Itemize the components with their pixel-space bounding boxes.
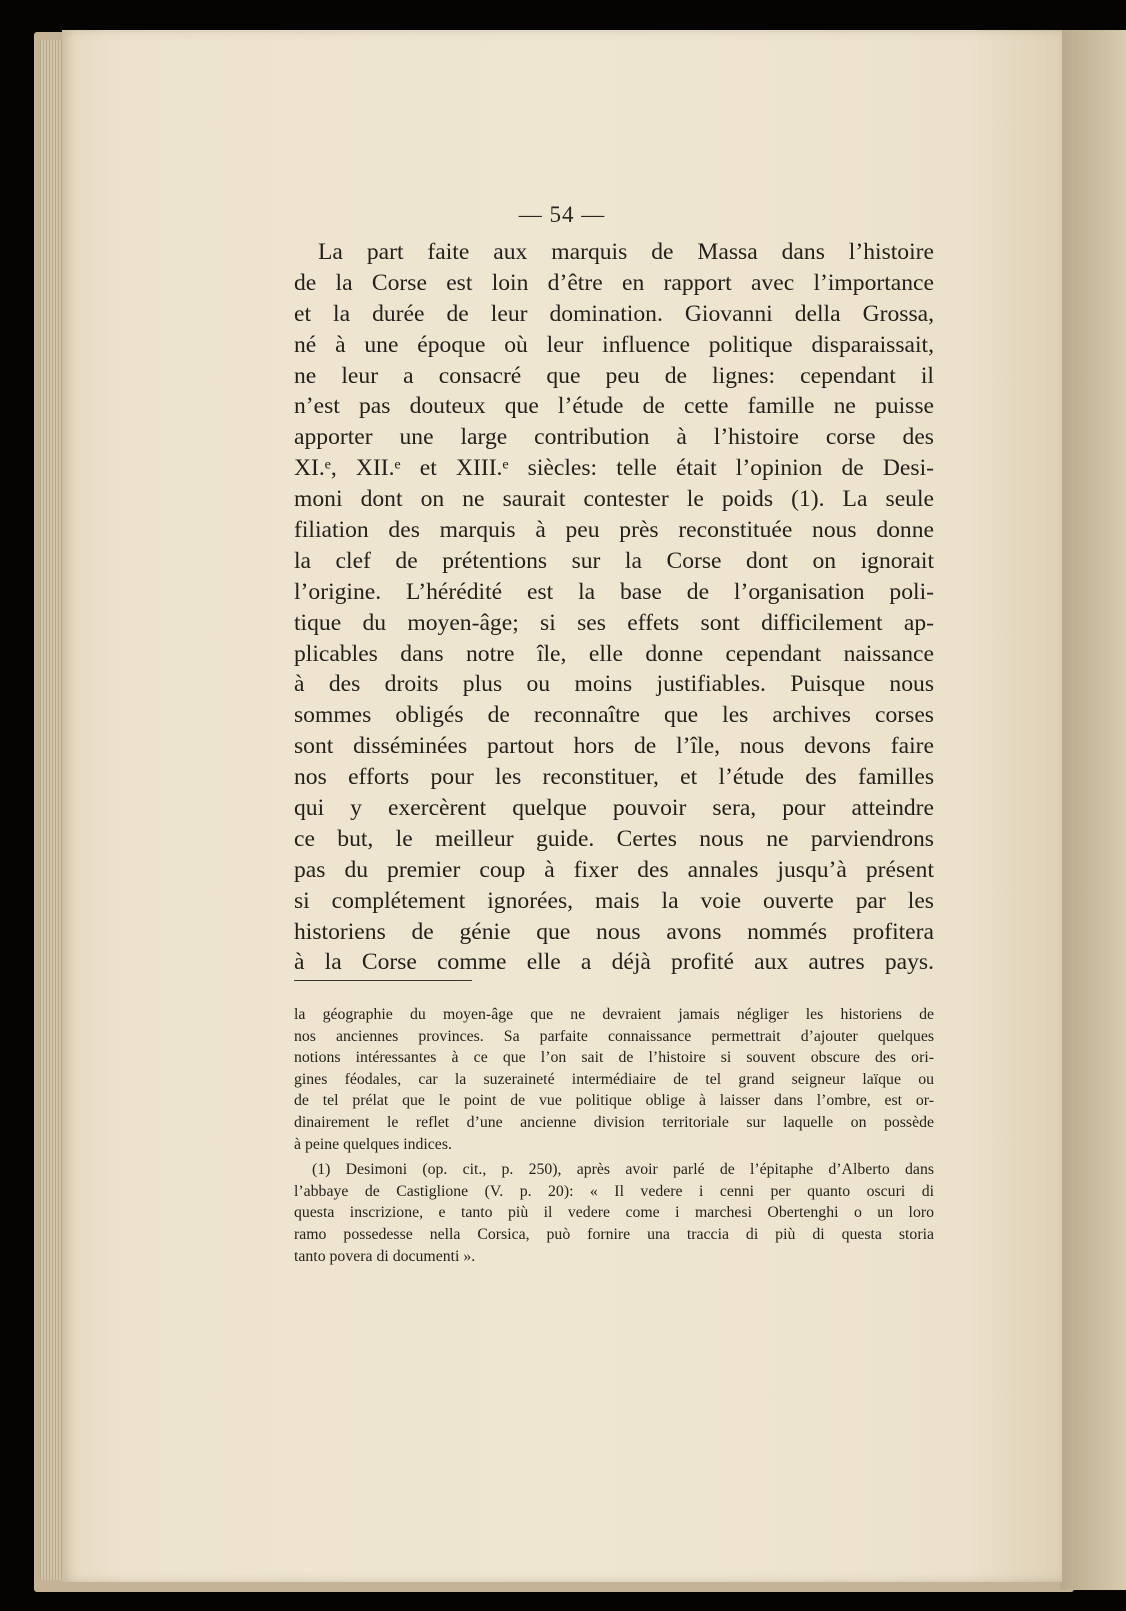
footnote-line: la géographie du moyen-âge que ne devraient jamais négliger les historiens de xyxy=(294,1006,934,1023)
footnote-1 xyxy=(294,1159,934,1267)
body-line: et la durée de leur domination. Giovanni della Grossa, xyxy=(294,300,934,327)
body-line: nos efforts pour les reconstituer, et l’étude des familles xyxy=(294,764,934,791)
footnote-continued xyxy=(294,1004,934,1155)
body-line: ce but, le meilleur guide. Certes nous ne parviendrons xyxy=(294,825,934,852)
body-line: sommes obligés de reconnaître que les archives corses xyxy=(294,702,934,729)
body-line: La part faite aux marquis de Massa dans l’histoire xyxy=(318,239,934,265)
footnote-line: gines féodales, car la suzeraineté intermédiaire de tel grand seigneur laïque ou xyxy=(294,1070,934,1088)
body-line: n’est pas douteux que l’étude de cette famille ne puisse xyxy=(294,393,934,420)
body-line: filiation des marquis à peu près reconstituée nous donne xyxy=(294,517,934,544)
footnote-line: (1) Desimoni (op. cit., p. 250), après avoir parlé de l’épitaphe d’Alberto dans xyxy=(312,1161,934,1179)
body-line: moni dont on ne saurait contester le poids (1). La seule xyxy=(294,486,934,513)
body-line: XI.ᵉ, XII.ᵉ et XIII.ᵉ siècles: telle était l’opinion de Desi- xyxy=(294,455,934,482)
footnote-line: questa inscrizione, e tanto più il vedere come i marchesi Obertenghi o un loro xyxy=(294,1204,934,1222)
footnote-line: à peine quelques indices. xyxy=(294,1135,452,1153)
footnote-line: de tel prélat que le point de vue politique oblige à laisser dans l’ombre, est or- xyxy=(294,1092,934,1110)
body-line: apporter une large contribution à l’histoire corse des xyxy=(294,424,934,451)
body-line: tique du moyen-âge; si ses effets sont difficilement ap- xyxy=(294,609,934,636)
body-line: la clef de prétentions sur la Corse dont on ignorait xyxy=(294,547,934,574)
body-line: à la Corse comme elle a déjà profité aux autres pays. xyxy=(294,949,934,976)
footnote-line: ramo possedesse nella Corsica, può fornire una traccia di più di questa storia xyxy=(294,1225,934,1243)
body-line: pas du premier coup à fixer des annales jusqu’à présent xyxy=(294,856,934,883)
body-line: l’origine. L’hérédité est la base de l’organisation poli- xyxy=(294,578,934,605)
body-line: plicables dans notre île, elle donne cependant naissance xyxy=(294,640,934,667)
page xyxy=(62,30,1062,1582)
body-line: si complétement ignorées, mais la voie ouverte par les xyxy=(294,887,934,914)
footnote-line: l’abbaye de Castiglione (V. p. 20): « Il vedere i cenni per quanto oscuri di xyxy=(294,1182,934,1200)
footnote-line: tanto povera di documenti ». xyxy=(294,1247,476,1265)
page-edges xyxy=(40,40,64,1580)
footnote-line: dinairement le reflet d’une ancienne division territoriale sur laquelle on possède xyxy=(294,1113,934,1131)
body-line: à des droits plus ou moins justifiables. Puisque nous xyxy=(294,671,934,698)
footnote-rule xyxy=(294,980,472,981)
body-line: de la Corse est loin d’être en rapport avec l’importance xyxy=(294,269,934,296)
footnote-line: nos anciennes provinces. Sa parfaite connaissance permettrait d’ajouter quelques xyxy=(294,1027,934,1045)
body-line: sont disséminées partout hors de l’île, nous devons faire xyxy=(294,733,934,760)
footnote-line: notions intéressantes à ce que l’on sait de l’histoire si souvent obscure des ori- xyxy=(294,1049,934,1067)
footnotes xyxy=(294,1004,934,1267)
facing-page-edge xyxy=(1060,30,1126,1590)
body-line: ne leur a consacré que peu de lignes: cependant il xyxy=(294,362,934,389)
body-line: historiens de génie que nous avons nommés profitera xyxy=(294,918,934,945)
body-line: qui y exercèrent quelque pouvoir sera, pour atteindre xyxy=(294,795,934,822)
body-line: né à une époque où leur influence politique disparaissait, xyxy=(294,331,934,358)
body-text xyxy=(294,237,934,978)
page-number: — 54 — xyxy=(518,202,606,227)
